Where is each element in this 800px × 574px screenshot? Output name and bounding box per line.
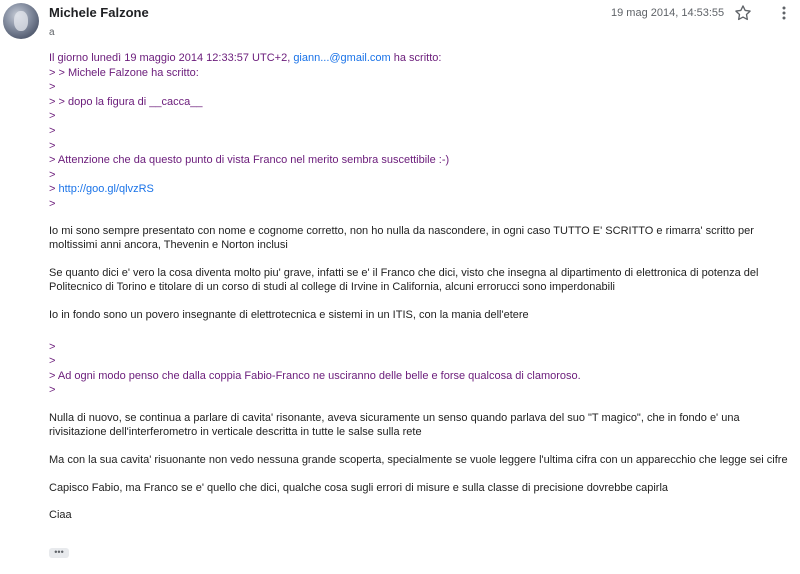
paragraph: Ma con la sua cavita' risuonante non vedo nessuna grande scoperta, specialmente se vuole leggere l'ultima cifra con un apparecchio che legge sei cifre [49, 454, 788, 467]
paragraph: Capisco Fabio, ma Franco se e' quello che dici, qualche cosa sugli errori di misure e sulla classe di precisione dovrebbe capirla [49, 481, 669, 494]
quote-intro-suffix: ha scritto: [390, 52, 442, 64]
quoted-line: > [49, 124, 56, 137]
paragraph: Io mi sono sempre presentato con nome e cognome corretto, non ho nulla da nascondere, in ogni caso TUTTO E' SCRITTO e rimarra' scritto per moltissimi anni ancora, Thevenin e Norton inclusi [49, 224, 754, 252]
avatar[interactable] [3, 3, 39, 39]
quote-intro-text: Il giorno lunedì 19 maggio 2014 12:33:57 UTC+2, [49, 52, 294, 64]
quoted-line: > Attenzione che da questo punto di vista Franco nel merito sembra suscettibile :-) [49, 154, 450, 167]
recipient-line[interactable]: a [49, 27, 55, 38]
quoted-line: > [49, 139, 56, 152]
quoted-line: > > Michele Falzone ha scritto: [49, 66, 199, 79]
quoted-line: > [49, 384, 56, 397]
quoted-line: > [49, 340, 56, 353]
paragraph: Io in fondo sono un povero insegnante di elettrotecnica e sistemi in un ITIS, con la mania dell'etere [49, 308, 529, 321]
quoted-line: > [49, 355, 56, 368]
message-date: 19 mag 2014, 14:53:55 [611, 7, 725, 19]
message-body [49, 51, 789, 536]
quoted-link-line [49, 182, 789, 197]
quoted-line: > [49, 197, 56, 210]
quoted-line: > [49, 168, 56, 181]
quote-marker: > [49, 183, 59, 196]
quote-intro [49, 51, 789, 66]
quoted-line: > [49, 81, 56, 94]
star-icon[interactable] [733, 3, 753, 23]
quoted-email-link[interactable]: giann...@gmail.com [293, 52, 391, 64]
quoted-line: > > dopo la figura di __cacca__ [49, 95, 203, 108]
more-vertical-icon[interactable] [774, 3, 794, 23]
sign-off: Ciaa [49, 509, 72, 522]
sender-name: Michele Falzone [49, 5, 149, 20]
paragraph: Nulla di nuovo, se continua a parlare di cavita' risonante, aveva sicuramente un senso quando parlava del suo "T magico", che in fondo e' una rivisitazione dell'interferometro in verticale descritta in tutte le salse sulla rete [49, 411, 740, 439]
goo-gl-link[interactable]: http://goo.gl/qlvzRS [58, 183, 154, 196]
show-trimmed-content-button[interactable]: ••• [49, 548, 69, 558]
paragraph: Se quanto dici e' vero la cosa diventa molto piu' grave, infatti se e' il Franco che dici, visto che insegna al dipartimento di elettronica di potenza del Politecnico di Torino e titolare di un corso di studi al college di Irvine in California, alcuni errorucci sono imperdonabili [49, 266, 759, 294]
quoted-line: > Ad ogni modo penso che dalla coppia Fabio-Franco ne usciranno delle belle e forse qualcosa di clamoroso. [49, 369, 581, 382]
quoted-line: > [49, 110, 56, 123]
